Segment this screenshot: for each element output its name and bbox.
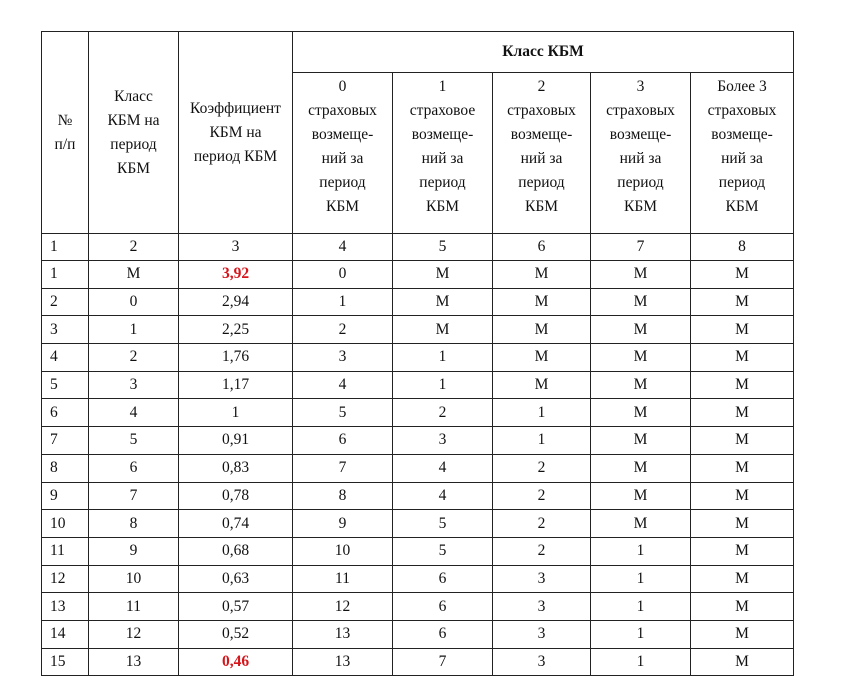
class-more-3-claims-cell: М [691,399,794,427]
index-cell: 5 [393,234,493,261]
kbm-coefficient-cell: 0,68 [179,537,293,565]
table-row [42,454,794,482]
kbm-coefficient-cell: 1,17 [179,371,293,399]
table-row [42,537,794,565]
kbm-coefficient-cell: 0,74 [179,510,293,538]
class-0-claims-cell: 10 [293,537,393,565]
index-cell: 7 [591,234,691,261]
class-0-claims-cell: 6 [293,427,393,455]
class-3-claims-cell: М [591,344,691,372]
class-2-claims-cell: 2 [493,454,591,482]
kbm-coefficient-cell: 0,91 [179,427,293,455]
class-2-claims-cell: 2 [493,537,591,565]
class-more-3-claims-cell: М [691,371,794,399]
class-1-claim-cell: М [393,316,493,344]
index-cell: 2 [89,234,179,261]
kbm-coefficient-cell: 3,92 [179,261,293,289]
class-1-claim-cell: 2 [393,399,493,427]
class-3-claims-cell: М [591,510,691,538]
class-2-claims-cell: 3 [493,620,591,648]
kbm-coefficient-cell: 1,76 [179,344,293,372]
class-3-claims-cell: М [591,427,691,455]
class-0-claims-cell: 11 [293,565,393,593]
class-0-claims-cell: 13 [293,620,393,648]
table-row [42,648,794,676]
class-2-claims-cell: 2 [493,482,591,510]
class-1-claim-cell: 7 [393,648,493,676]
row-number-cell: 13 [42,593,89,621]
table-row [42,510,794,538]
class-0-claims-cell: 13 [293,648,393,676]
table-row [42,565,794,593]
class-2-claims-cell: 3 [493,565,591,593]
kbm-class-cell: 0 [89,288,179,316]
kbm-class-cell: 7 [89,482,179,510]
class-3-claims-cell: М [591,261,691,289]
class-0-claims-cell: 9 [293,510,393,538]
class-2-claims-cell: М [493,288,591,316]
class-0-claims-cell: 12 [293,593,393,621]
class-3-claims-cell: 1 [591,593,691,621]
table-row [42,371,794,399]
row-number-cell: 6 [42,399,89,427]
class-1-claim-cell: 5 [393,510,493,538]
class-more-3-claims-cell: М [691,510,794,538]
row-number-cell: 12 [42,565,89,593]
class-1-claim-cell: 5 [393,537,493,565]
table-row [42,288,794,316]
class-0-claims-cell: 2 [293,316,393,344]
class-2-claims-cell: 3 [493,593,591,621]
class-1-claim-cell: 1 [393,371,493,399]
class-3-claims-cell: 1 [591,565,691,593]
class-more-3-claims-cell: М [691,261,794,289]
kbm-class-cell: 11 [89,593,179,621]
row-number-cell: 10 [42,510,89,538]
kbm-coefficient-cell: 2,25 [179,316,293,344]
class-2-claims-cell: 3 [493,648,591,676]
class-0-claims-cell: 3 [293,344,393,372]
class-3-claims-cell: М [591,371,691,399]
table-row [42,427,794,455]
class-2-claims-cell: М [493,261,591,289]
table-row [42,620,794,648]
row-number-cell: 15 [42,648,89,676]
kbm-coefficient-cell: 0,83 [179,454,293,482]
row-number-cell: 1 [42,261,89,289]
class-0-claims-cell: 8 [293,482,393,510]
kbm-class-cell: 9 [89,537,179,565]
class-2-claims-cell: М [493,316,591,344]
class-3-claims-cell: М [591,482,691,510]
class-1-claim-cell: М [393,288,493,316]
class-2-claims-cell: М [493,371,591,399]
class-more-3-claims-cell: М [691,482,794,510]
kbm-class-cell: 12 [89,620,179,648]
class-2-claims-cell: 1 [493,427,591,455]
table-row [42,399,794,427]
row-number-cell: 7 [42,427,89,455]
kbm-coefficient-cell: 0,46 [179,648,293,676]
class-1-claim-cell: 4 [393,454,493,482]
kbm-class-cell: 6 [89,454,179,482]
index-cell: 4 [293,234,393,261]
table-row [42,261,794,289]
class-2-claims-cell: 1 [493,399,591,427]
row-number-cell: 5 [42,371,89,399]
class-1-claim-cell: 6 [393,565,493,593]
class-1-claim-cell: М [393,261,493,289]
class-2-claims-cell: 2 [493,510,591,538]
class-more-3-claims-cell: М [691,593,794,621]
class-2-claims-cell: М [493,344,591,372]
class-more-3-claims-cell: М [691,648,794,676]
class-0-claims-cell: 0 [293,261,393,289]
index-cell: 3 [179,234,293,261]
row-number-cell: 2 [42,288,89,316]
class-0-claims-cell: 4 [293,371,393,399]
index-cell: 8 [691,234,794,261]
kbm-class-cell: 2 [89,344,179,372]
kbm-class-cell: 13 [89,648,179,676]
kbm-class-cell: 8 [89,510,179,538]
row-number-cell: 11 [42,537,89,565]
header-kbm-coefficient: Коэффициент КБМ на период КБМ [179,32,293,234]
header-claims-3: 3 страховых возмеще- ний за период КБМ [591,73,691,234]
class-3-claims-cell: 1 [591,620,691,648]
row-number-cell: 8 [42,454,89,482]
kbm-class-cell: 10 [89,565,179,593]
table-row [42,344,794,372]
kbm-class-cell: 3 [89,371,179,399]
table-row [42,593,794,621]
column-index-row [42,234,794,261]
table-row [42,316,794,344]
header-kbm-class: Класс КБМ на период КБМ [89,32,179,234]
row-number-cell: 14 [42,620,89,648]
header-claims-1: 1 страховое возмеще- ний за период КБМ [393,73,493,234]
row-number-cell: 4 [42,344,89,372]
class-3-claims-cell: М [591,454,691,482]
class-0-claims-cell: 1 [293,288,393,316]
class-more-3-claims-cell: М [691,620,794,648]
kbm-coefficient-cell: 0,52 [179,620,293,648]
class-more-3-claims-cell: М [691,316,794,344]
class-1-claim-cell: 6 [393,620,493,648]
class-0-claims-cell: 5 [293,399,393,427]
kbm-coefficient-cell: 0,63 [179,565,293,593]
index-cell: 1 [42,234,89,261]
class-0-claims-cell: 7 [293,454,393,482]
header-claims-2: 2 страховых возмеще- ний за период КБМ [493,73,591,234]
kbm-coefficient-cell: 0,78 [179,482,293,510]
class-3-claims-cell: 1 [591,648,691,676]
kbm-class-cell: 1 [89,316,179,344]
kbm-class-cell: 4 [89,399,179,427]
kbm-class-cell: М [89,261,179,289]
class-more-3-claims-cell: М [691,344,794,372]
kbm-coefficient-cell: 2,94 [179,288,293,316]
class-3-claims-cell: М [591,399,691,427]
class-more-3-claims-cell: М [691,565,794,593]
header-number: № п/п [42,32,89,234]
class-more-3-claims-cell: М [691,537,794,565]
row-number-cell: 9 [42,482,89,510]
header-claims-0: 0 страховых возмеще- ний за период КБМ [293,73,393,234]
class-1-claim-cell: 4 [393,482,493,510]
row-number-cell: 3 [42,316,89,344]
class-3-claims-cell: М [591,288,691,316]
table-row [42,482,794,510]
class-1-claim-cell: 6 [393,593,493,621]
kbm-coefficient-cell: 0,57 [179,593,293,621]
class-3-claims-cell: М [591,316,691,344]
kbm-table [41,31,794,676]
kbm-coefficient-cell: 1 [179,399,293,427]
class-more-3-claims-cell: М [691,427,794,455]
class-more-3-claims-cell: М [691,454,794,482]
index-cell: 6 [493,234,591,261]
kbm-class-cell: 5 [89,427,179,455]
class-3-claims-cell: 1 [591,537,691,565]
header-claims-more-3: Более 3 страховых возмеще- ний за период КБМ [691,73,794,234]
class-1-claim-cell: 3 [393,427,493,455]
class-1-claim-cell: 1 [393,344,493,372]
header-kbm-class-group: Класс КБМ [293,32,794,73]
class-more-3-claims-cell: М [691,288,794,316]
